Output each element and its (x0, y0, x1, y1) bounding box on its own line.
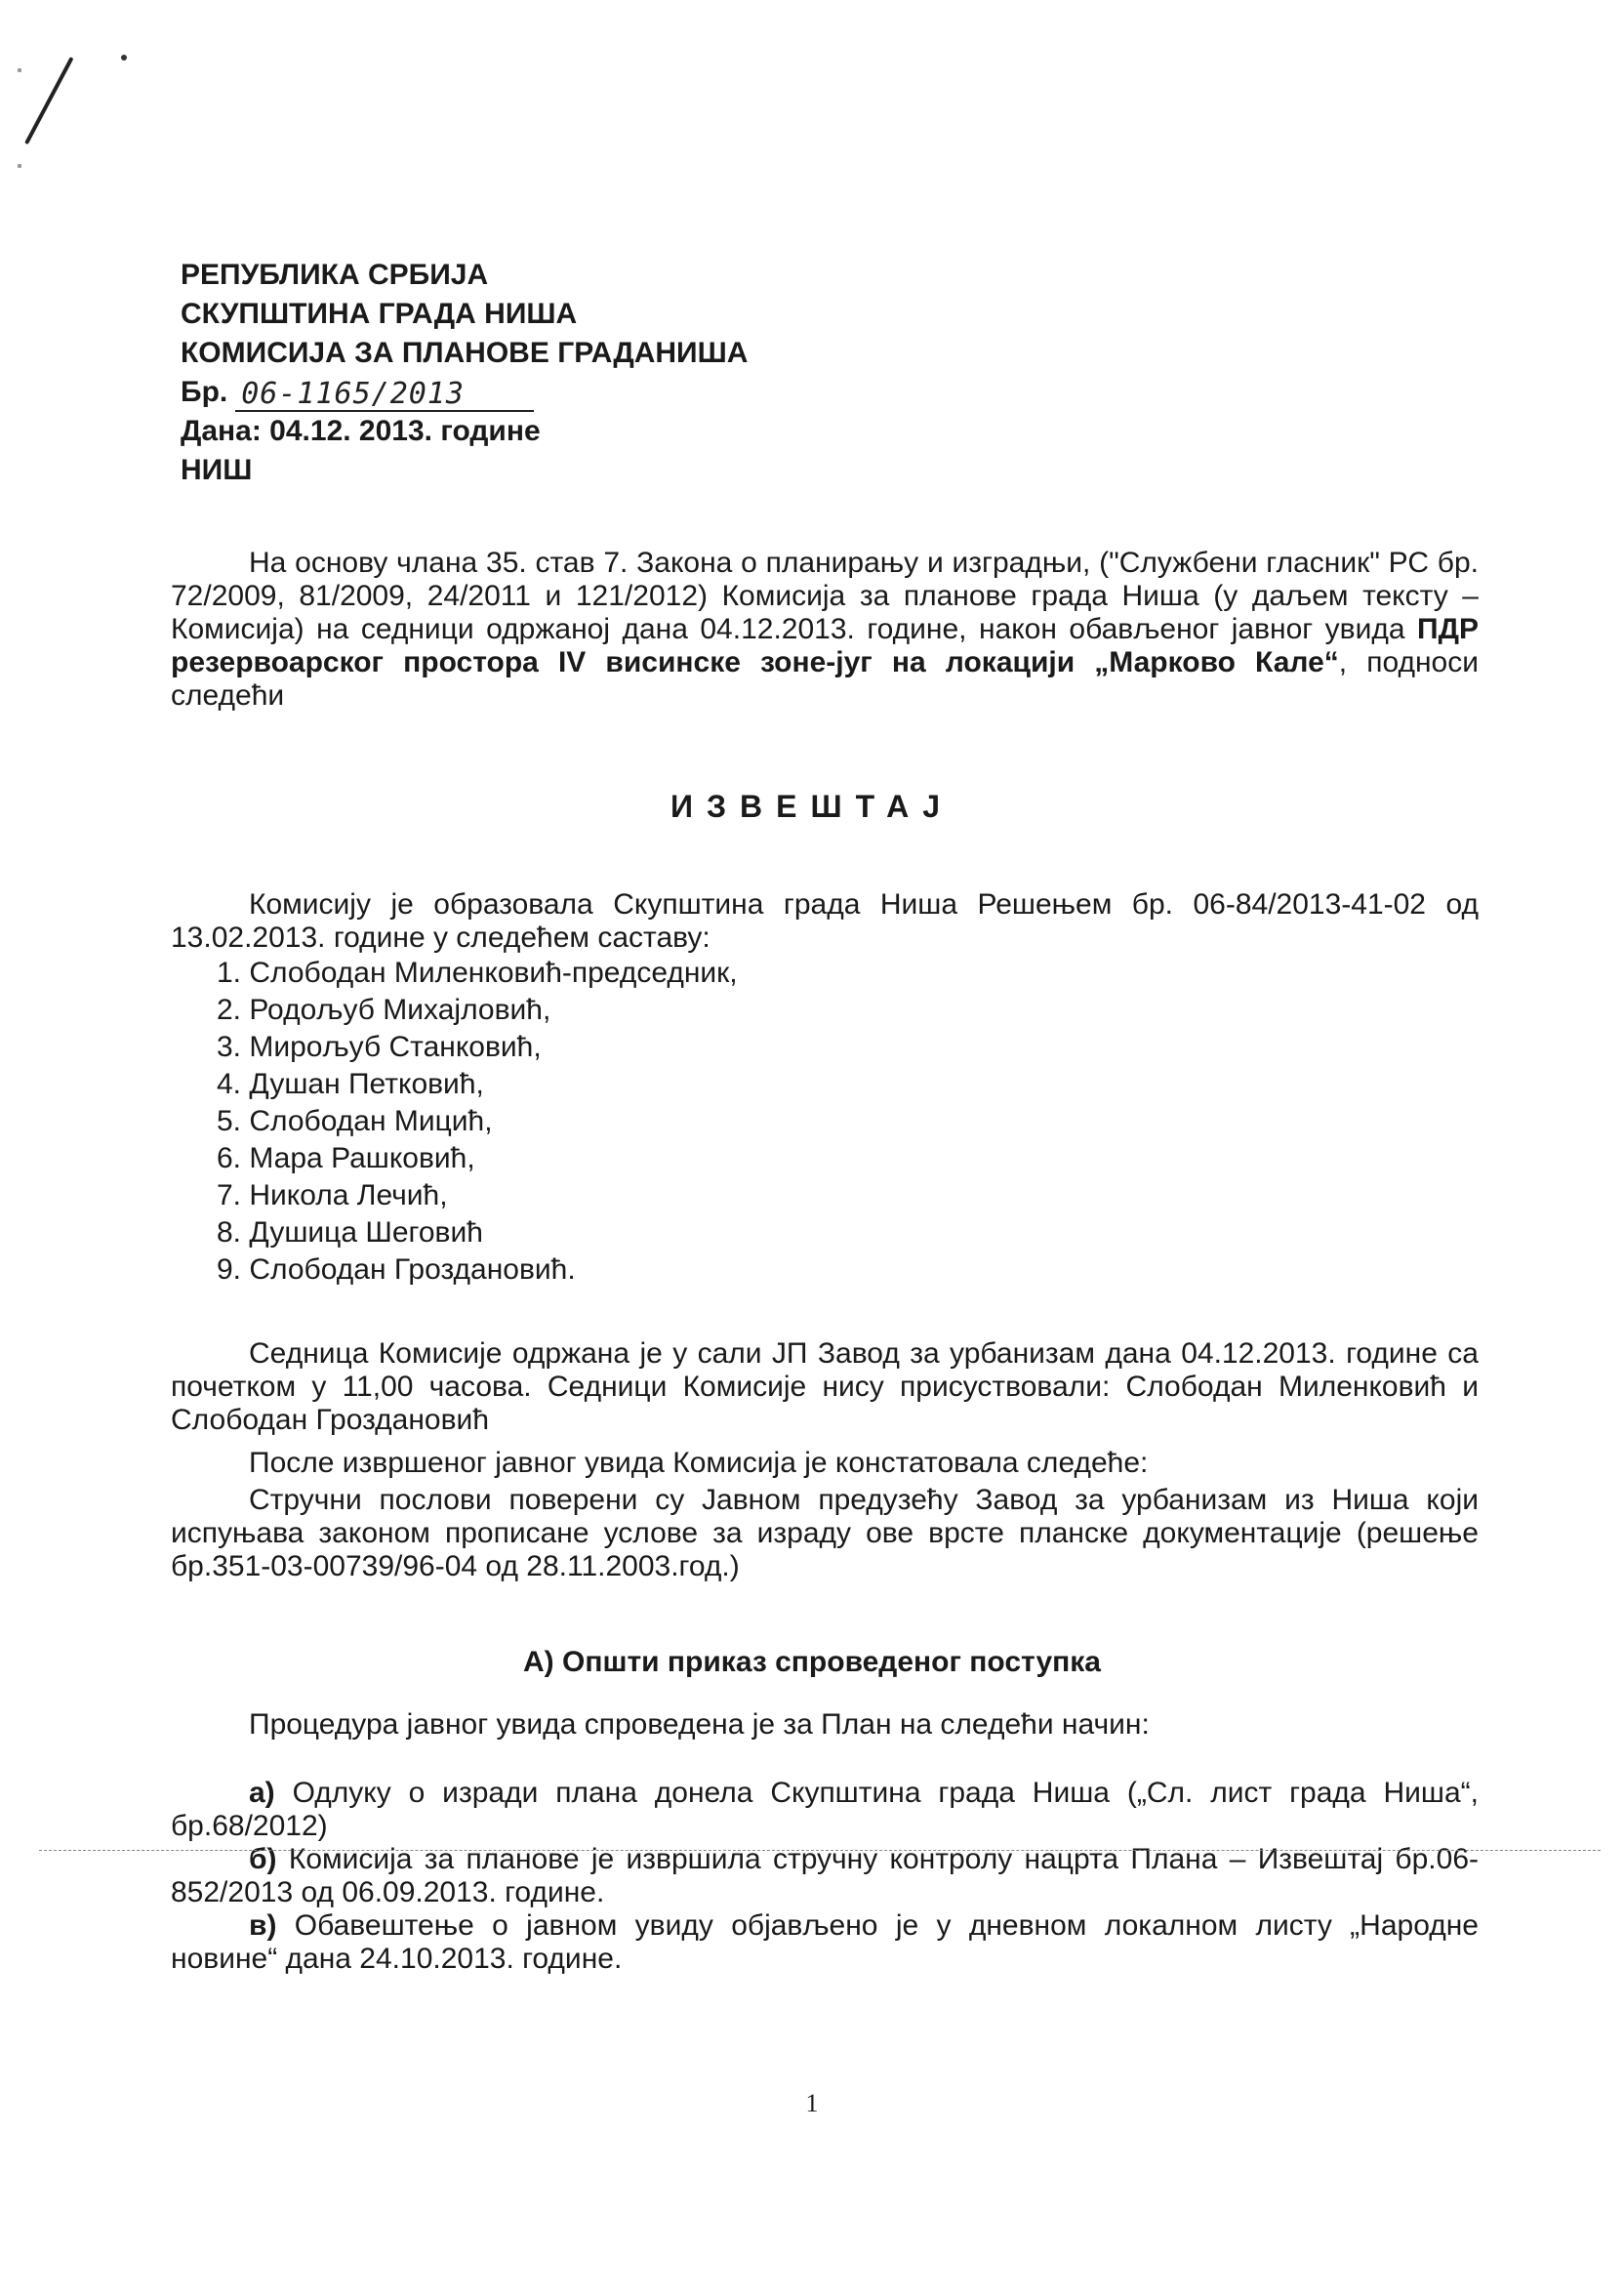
item-a-text: Одлуку о изради плана донела Скупштина града Ниша („Сл. лист града Ниша“, бр.68/2012) (171, 1777, 1479, 1842)
number-label: Бр. (181, 376, 228, 408)
list-item: 5. Слободан Мицић, (217, 1105, 493, 1137)
list-item: 1. Слободан Миленковић-председник, (217, 957, 738, 989)
scan-strike-line (39, 1850, 1601, 1851)
intro-text-end: , подноси следећи (171, 646, 1479, 712)
list-item: 4. Душан Петковић, (217, 1068, 484, 1100)
intro-text-start: На основу члана 35. став 7. Закона о планирању и изградњи, ("Службени гласник" РС бр. 72/2009, 81/2009, 24/2011 и 121/2012) Комисија за планове града Ниша (у даљем тексту – Комисија) на седници одржаној дана 04.12.2013. године, након обављеног јавног увида (171, 547, 1479, 645)
list-item: 2. Родољуб Михајловић, (217, 994, 551, 1026)
intro-plan-name: ПДР резервоарског простора IV висинске зоне-југ на локацији „Марково Кале“ (171, 613, 1479, 678)
professional-paragraph: Стручни послови поверени су Јавном предузећу Завод за урбанизам из Ниша који испуњава законом прописане услове за израду ове врсте планске документације (решење бр.351-03-00739/96-04 од 28.11.2003.год.) (171, 1484, 1479, 1582)
handwritten-number: 06-1165/2013 (235, 379, 534, 412)
item-b-text: Комисија за планове је извршила стручну контролу нацрта Плана – Извештај бр.06-852/2013 од 06.09.2013. године. (171, 1843, 1479, 1908)
commission-paragraph: Комисију је образовала Скупштина града Ниша Решењем бр. 06-84/2013-41-02 од 13.02.2013. године у следећем саставу: (171, 888, 1479, 954)
procedure-paragraph: Процедура јавног увида спроведена је за План на следећи начин: (249, 1708, 1150, 1741)
list-item: 9. Слободан Гроздановић. (217, 1253, 576, 1286)
header-date: Дана: 04.12. 2013. године (181, 415, 541, 447)
intro-paragraph (171, 547, 1479, 713)
pen-dot-mark (121, 55, 127, 61)
header-number-line (181, 373, 864, 412)
document-header (181, 256, 864, 490)
section-a-heading: А) Општи приказ спроведеног поступка (523, 1646, 1101, 1678)
session-paragraph: Седница Комисије одржана је у сали ЈП Завод за урбанизам дана 04.12.2013. године са почетком у 11,00 часова. Седници Комисије нису присуствовали: Слободан Миленковић и Слободан Гроздановић (171, 1337, 1479, 1436)
item-a-label: а) (249, 1777, 275, 1809)
pen-stroke-mark (24, 57, 73, 144)
item-c-label: в) (249, 1909, 277, 1942)
header-republic: РЕПУБЛИКА СРБИЈА (181, 259, 489, 291)
list-item: 7. Никола Лечић, (217, 1179, 448, 1211)
list-item: 6. Мара Рашковић, (217, 1142, 475, 1174)
item-c-text: Обавештење о јавном увиду објављено је у дневном локалном листу „Народне новине“ дана 24.10.2013. године. (171, 1909, 1479, 1975)
report-title: ИЗВЕШТАЈ (670, 789, 954, 824)
item-b-label: б) (249, 1843, 277, 1875)
item-b-paragraph (171, 1843, 1479, 1909)
header-city: НИШ (181, 454, 253, 486)
page-number: 1 (805, 2089, 819, 2117)
list-item: 8. Душица Шеговић (217, 1216, 483, 1249)
scan-speck (18, 164, 21, 168)
header-commission: КОМИСИЈА ЗА ПЛАНОВЕ ГРАДАНИША (181, 337, 749, 369)
item-c-paragraph (171, 1909, 1479, 1976)
scan-speck (18, 68, 21, 72)
after-inspection-paragraph: После извршеног јавног увида Комисија је констатовала следеће: (249, 1447, 1149, 1479)
item-a-paragraph (171, 1777, 1479, 1843)
list-item: 3. Мирољуб Станковић, (217, 1031, 542, 1063)
header-assembly: СКУПШТИНА ГРАДА НИША (181, 298, 578, 330)
members-list (217, 955, 738, 1289)
